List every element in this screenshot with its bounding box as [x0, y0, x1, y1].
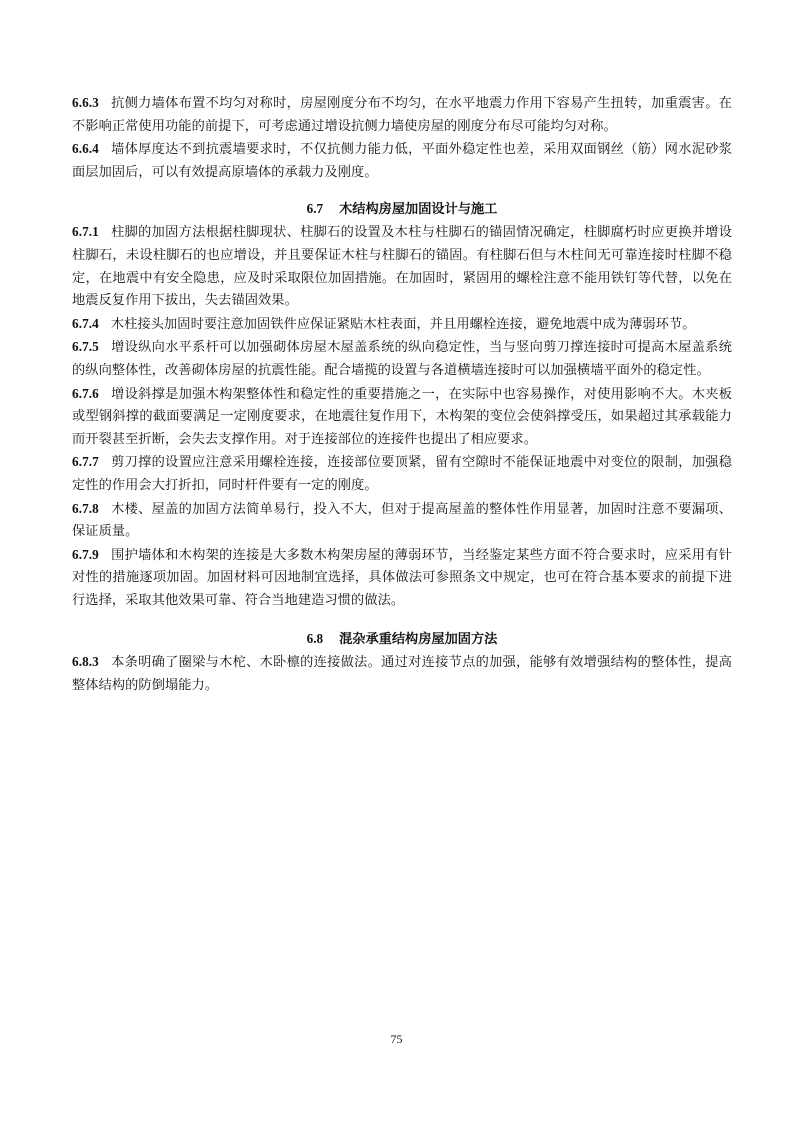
- clause-number: 6.6.4: [72, 141, 99, 157]
- clause-number: 6.6.3: [72, 95, 99, 110]
- clause-6-7-1: [72, 221, 732, 312]
- clause-6-7-6: [72, 383, 732, 452]
- clause-text: 本条明确了圈梁与木柁、木卧檩的连接做法。通过对连接节点的加强，能够有效增强结构的整体性，提高整体结构的防倒塌能力。: [72, 655, 732, 694]
- clause-text: 木柱接头加固时要注意加固铁件应保证紧贴木柱表面，并且用螺栓连接，避免地震中成为薄弱环节。: [110, 316, 696, 332]
- clause-6-7-9: [72, 544, 732, 613]
- clause-6-7-8: [72, 498, 732, 544]
- clause-6-7-5: [72, 336, 732, 382]
- clause-text: 剪刀撑的设置应注意采用螺栓连接，连接部位要顶紧，留有空隙时不能保证地震中对变位的限制，加强稳定性的作用会大打折扣，同时杆件要有一定的刚度。: [72, 455, 732, 493]
- clause-number: 6.7.6: [72, 385, 99, 401]
- clause-number: 6.7.8: [72, 500, 99, 516]
- section-title: 混杂承重结构房屋加固方法: [339, 632, 498, 648]
- clause-number: 6.7.5: [72, 339, 99, 355]
- clause-number: 6.7.4: [72, 315, 99, 331]
- clause-6-6-3: [72, 92, 732, 138]
- section-number: 6.8: [306, 631, 324, 647]
- clause-text: 围护墙体和木构架的连接是大多数木构架房屋的薄弱环节，当经鉴定某些方面不符合要求时，应采用有针对性的措施逐项加固。加固材料可因地制宜选择，具体做法可参照条文中规定，也可在符合基本要求的前提下进行选择，采取其他效果可靠、符合当地建造习惯的做法。: [72, 547, 732, 608]
- section-heading-6-7: [72, 198, 732, 221]
- clause-text: 增设纵向水平系杆可以加强砌体房屋木屋盖系统的纵向稳定性，当与竖向剪刀撑连接时可提高木屋盖系统的纵向整体性，改善砌体房屋的抗震性能。配合墙揽的设置与各道横墙连接时可以加强横墙平面外的稳定性。: [72, 340, 732, 378]
- page-number: 75: [390, 1032, 403, 1046]
- clause-text: 增设斜撑是加强木构架整体性和稳定性的重要措施之一，在实际中也容易操作，对使用影响不大。木夹板或型钢斜撑的截面要满足一定刚度要求，在地震往复作用下，木构架的变位会使斜撑受压，如果超过其承载能力而开裂甚至折断，会失去支撑作用。对于连接部位的连接件也提出了相应要求。: [72, 386, 732, 447]
- clause-6-7-4: [72, 313, 732, 337]
- clause-number: 6.7.1: [72, 224, 99, 240]
- section-title: 木结构房屋加固设计与施工: [339, 202, 498, 218]
- clause-6-6-4: [72, 138, 732, 184]
- clause-6-7-7: [72, 451, 732, 497]
- clause-6-8-3: [72, 651, 732, 697]
- section-heading-6-8: [72, 628, 732, 651]
- clause-number: 6.8.3: [72, 654, 99, 670]
- clause-number: 6.7.9: [72, 546, 99, 562]
- clause-text: 木楼、屋盖的加固方法简单易行，投入不大，但对于提高屋盖的整体性作用显著，加固时注意不要漏项、保证质量。: [72, 501, 732, 540]
- section-number: 6.7: [306, 201, 324, 217]
- clause-text: 柱脚的加固方法根据柱脚现状、柱脚石的设置及木柱与柱脚石的锚固情况确定，柱脚腐朽时应更换并增设柱脚石，未设柱脚石的也应增设，并且要保证木柱与柱脚石的锚固。有柱脚石但与木柱间无可靠连接时柱脚不稳定，在地震中有安全隐患，应及时采取限位加固措施。在加固时，紧固用的螺栓注意不能用铁钉等代替，以免在地震反复作用下拔出，失去锚固效果。: [72, 225, 732, 309]
- clause-text: 抗侧力墙体布置不均匀对称时，房屋刚度分布不均匀，在水平地震力作用下容易产生扭转，加重震害。在不影响正常使用功能的前提下，可考虑通过增设抗侧力墙使房屋的刚度分布尽可能均匀对称。: [72, 96, 732, 134]
- clause-number: 6.7.7: [72, 454, 99, 470]
- document-page: [72, 92, 732, 698]
- clause-text: 墙体厚度达不到抗震墙要求时，不仅抗侧力能力低，平面外稳定性也差，采用双面钢丝（筋）网水泥砂浆面层加固后，可以有效提高原墙体的承载力及刚度。: [72, 142, 732, 180]
